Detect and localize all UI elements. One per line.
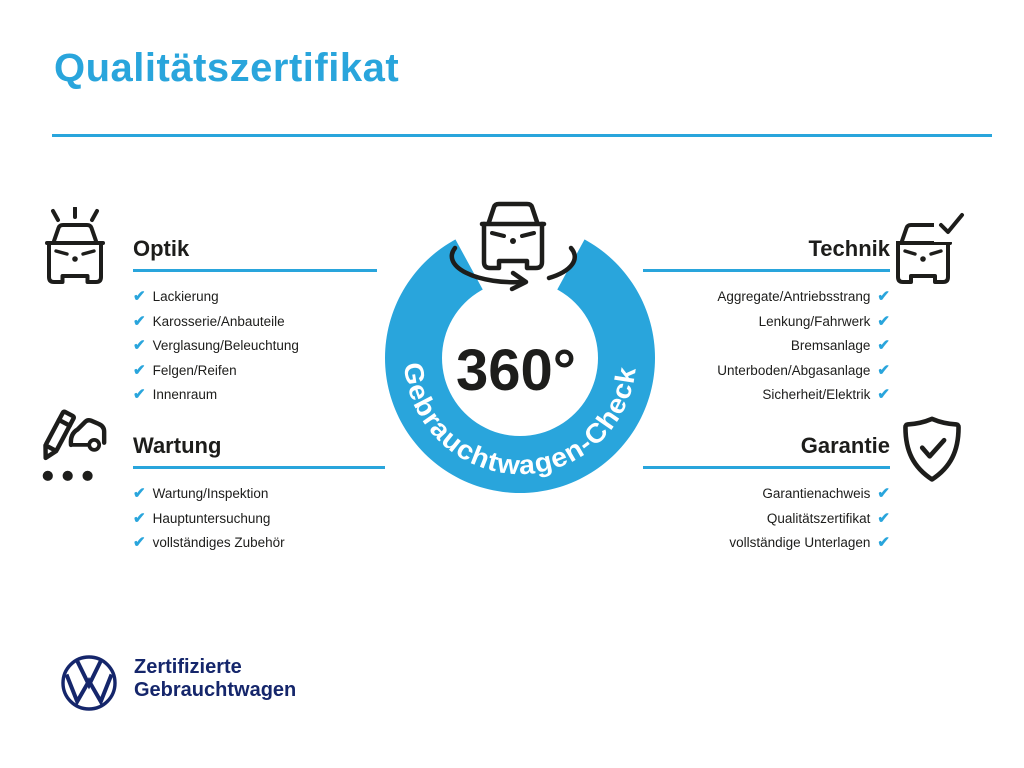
item-label: Innenraum	[152, 387, 218, 402]
item-label: Aggregate/Antriebsstrang	[717, 289, 871, 304]
checklist-item	[133, 482, 389, 507]
section-divider	[643, 269, 890, 272]
item-label: vollständige Unterlagen	[729, 535, 871, 550]
checklist	[630, 482, 890, 556]
car-checkbox-icon	[896, 204, 970, 288]
pencil-car-icon	[33, 404, 109, 488]
check-icon: ✔	[133, 337, 146, 354]
checklist-item	[133, 285, 389, 310]
degree-label: 360°	[456, 338, 576, 403]
checklist	[133, 482, 389, 556]
section-title: Wartung	[133, 433, 222, 458]
check-icon: ✔	[877, 337, 890, 354]
item-label: Bremsanlage	[790, 338, 871, 353]
checklist-item	[133, 359, 389, 384]
checklist-item	[630, 310, 890, 335]
item-label: Felgen/Reifen	[152, 362, 237, 378]
check-icon: ✔	[133, 361, 146, 379]
item-label: Garantienachweis	[762, 486, 871, 501]
check-icon: ✔	[877, 509, 890, 527]
footer-claim	[134, 656, 296, 702]
check-icon: ✔	[133, 312, 146, 330]
section-title: Optik	[133, 236, 190, 261]
check-icon: ✔	[877, 361, 890, 379]
item-label: Lackierung	[152, 289, 219, 304]
item-label: Qualitätszertifikat	[766, 510, 871, 526]
checklist-item	[630, 482, 890, 507]
check-icon: ✔	[877, 312, 890, 330]
checklist-item	[133, 334, 389, 359]
ring-label: Gebrauchtwagen-Check	[397, 360, 642, 481]
checklist-item	[630, 507, 890, 532]
checklist-item	[133, 531, 389, 556]
check-icon: ✔	[133, 485, 146, 502]
360-badge	[378, 182, 662, 498]
checklist-item	[630, 383, 890, 408]
checklist-item	[133, 507, 389, 532]
section-divider	[133, 466, 385, 469]
title-divider	[52, 134, 992, 137]
vw-logo-icon	[60, 654, 118, 712]
check-icon: ✔	[877, 288, 890, 305]
item-label: Sicherheit/Elektrik	[762, 387, 871, 402]
checklist-item	[630, 531, 890, 556]
section-optik	[133, 235, 389, 408]
section-garantie	[630, 432, 890, 556]
sparkle-car-icon	[42, 207, 108, 287]
checklist-item	[630, 285, 890, 310]
check-icon: ✔	[877, 386, 890, 403]
check-icon: ✔	[133, 509, 146, 527]
checklist-item	[133, 383, 389, 408]
checklist-item	[630, 359, 890, 384]
checklist-item	[630, 334, 890, 359]
page-title: Qualitätszertifikat	[54, 46, 400, 90]
item-label: Unterboden/Abgasanlage	[717, 362, 871, 378]
section-divider	[643, 466, 890, 469]
section-divider	[133, 269, 377, 272]
item-label: Verglasung/Beleuchtung	[152, 338, 299, 353]
section-technik	[630, 235, 890, 408]
footer-claim-line1: Zertifizierte	[134, 656, 242, 678]
checklist	[630, 285, 890, 408]
check-icon: ✔	[133, 386, 146, 403]
checklist	[133, 285, 389, 408]
item-label: Karosserie/Anbauteile	[152, 313, 285, 329]
check-icon: ✔	[133, 534, 146, 551]
item-label: Wartung/Inspektion	[152, 486, 269, 501]
check-icon: ✔	[877, 485, 890, 502]
item-label: Lenkung/Fahrwerk	[758, 313, 871, 329]
footer-claim-line2: Gebrauchtwagen	[134, 679, 297, 701]
shield-check-icon	[902, 414, 962, 486]
check-icon: ✔	[133, 288, 146, 305]
checklist-item	[133, 310, 389, 335]
section-wartung	[133, 432, 389, 556]
section-title: Technik	[808, 236, 890, 261]
check-icon: ✔	[877, 534, 890, 551]
item-label: vollständiges Zubehör	[152, 535, 285, 550]
section-title: Garantie	[800, 433, 890, 458]
item-label: Hauptuntersuchung	[152, 510, 271, 526]
